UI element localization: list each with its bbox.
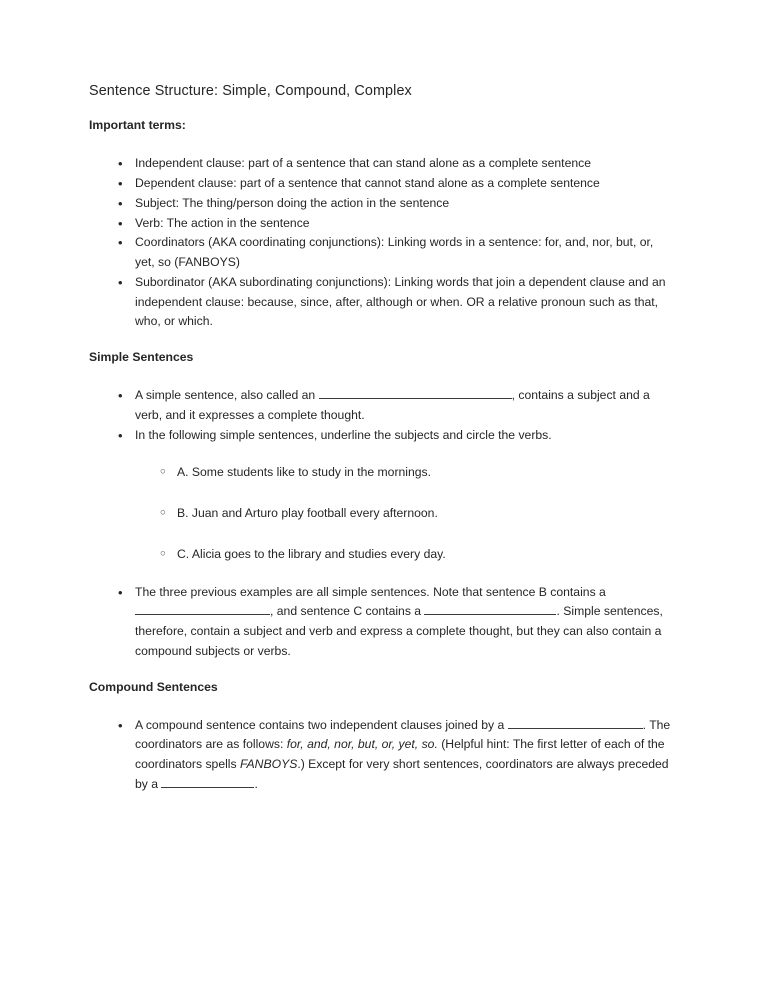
example-sentences-list <box>89 463 672 564</box>
list-item-instruction: • In the following simple sentences, underline the subjects and circle the verbs. <box>89 426 672 446</box>
fill-in-blank[interactable] <box>508 716 643 729</box>
spacer <box>89 332 672 350</box>
list-item: • Subordinator (AKA subordinating conjunctions): Linking words that join a dependent clause and an independent clause: because, since, after, although or when. OR a relative pronoun such as that, who, or which. <box>89 273 672 332</box>
section-heading-compound-sentences: Compound Sentences <box>89 679 218 694</box>
simple-sentences-list <box>89 386 672 445</box>
list-item: • Verb: The action in the sentence <box>89 214 672 234</box>
example-sentence-c: ○ C. Alicia goes to the library and studies every day. <box>89 545 672 565</box>
fill-in-blank[interactable] <box>319 386 512 399</box>
text-fragment: A simple sentence, also called an <box>135 388 319 403</box>
text-fragment: (Helpful hint: The first letter of each of the coordinators spells <box>135 737 665 772</box>
text-fragment: The three previous examples are all simple sentences. Note that sentence B contains a <box>135 584 606 599</box>
simple-sentences-summary-list <box>89 583 672 662</box>
important-terms-list <box>89 154 672 332</box>
spacer <box>89 565 672 583</box>
compound-sentences-list <box>89 716 672 795</box>
coordinators-italic-text: for, and, nor, but, or, yet, so. <box>286 737 438 752</box>
text-fragment: . <box>254 776 258 791</box>
page-title: Sentence Structure: Simple, Compound, Complex <box>89 83 412 99</box>
text-fragment: A compound sentence contains two independent clauses joined by a <box>135 717 508 732</box>
fill-in-blank[interactable] <box>135 603 270 616</box>
list-item: • Coordinators (AKA coordinating conjunctions): Linking words in a sentence: for, and, nor, but, or, yet, so (FANBOYS) <box>89 233 672 273</box>
spacer <box>89 366 672 386</box>
text-fragment: .) Except for very short sentences, coordinators are always preceded by a <box>135 757 669 791</box>
list-item: • Dependent clause: part of a sentence that cannot stand alone as a complete sentence <box>89 174 672 194</box>
text-fragment: , and sentence C contains a <box>270 604 425 619</box>
text-fragment: . Simple sentences, therefore, contain a subject and verb and express a complete thought, but they can also contain a compound subjects or verbs. <box>135 604 663 658</box>
list-item-definition <box>89 716 672 795</box>
text-fragment: , contains a subject and a verb, and it expresses a complete thought. <box>135 388 650 422</box>
list-item-definition <box>89 386 672 426</box>
spacer <box>89 134 672 154</box>
example-sentence-b: ○ B. Juan and Arturo play football every afternoon. <box>89 504 672 524</box>
section-heading-simple-sentences: Simple Sentences <box>89 350 194 365</box>
spacer <box>89 662 672 680</box>
section-heading-important-terms: Important terms: <box>89 118 186 133</box>
example-sentence-a: ○ A. Some students like to study in the mornings. <box>89 463 672 483</box>
list-item: • Independent clause: part of a sentence that can stand alone as a complete sentence <box>89 154 672 174</box>
spacer <box>89 445 672 463</box>
fill-in-blank[interactable] <box>424 603 556 616</box>
fill-in-blank[interactable] <box>161 775 254 788</box>
text-fragment: . The coordinators are as follows: <box>135 717 671 752</box>
list-item: • Subject: The thing/person doing the action in the sentence <box>89 194 672 214</box>
list-item-summary <box>89 583 672 662</box>
fanboys-italic-text: FANBOYS <box>240 757 298 772</box>
spacer <box>89 696 672 716</box>
